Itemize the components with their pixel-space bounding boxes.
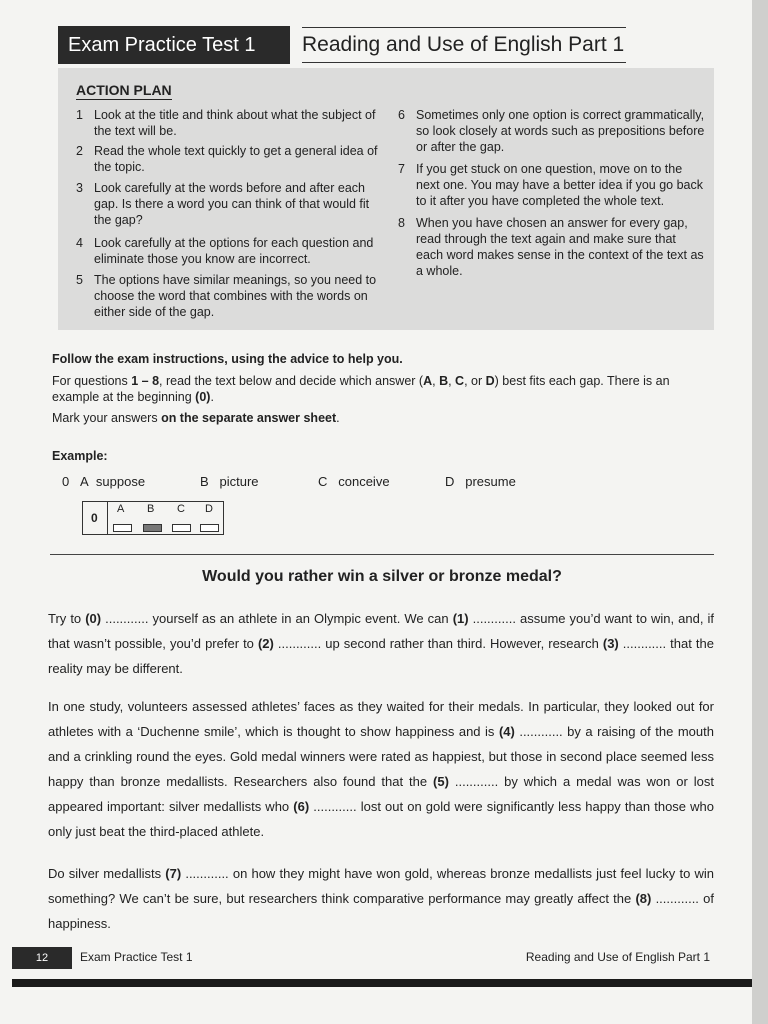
gap-number: (8)	[635, 891, 652, 906]
gap-number: (0)	[85, 611, 102, 626]
gap-dots: ............	[448, 774, 499, 789]
grid-letter: A	[117, 503, 125, 515]
example-label: Example:	[52, 449, 108, 463]
action-plan-text: Look carefully at the words before and after each gap. Is there a word you can think of that would fit the gap?	[94, 181, 370, 227]
answer-cell-b-selected	[143, 524, 162, 532]
grid-letter: C	[177, 503, 185, 515]
page-number: 12	[12, 947, 72, 969]
instr-text: ,	[432, 374, 440, 388]
footer-part-label: Reading and Use of English Part 1	[525, 950, 710, 964]
text: on how they might have won gold, whereas bronze medallists just feel lucky to win something? We can’t be sure, but researchers think comparative performance may greatly affect the	[48, 866, 714, 906]
instr-text: .	[210, 390, 214, 404]
action-plan-text: If you get stuck on one question, move on to the next one. You may have a better idea if you go back to it after you have completed the whole text.	[416, 162, 704, 208]
option-word: picture	[219, 474, 259, 489]
action-plan-item	[398, 107, 706, 155]
test-label-banner	[58, 26, 290, 64]
part-label: Reading and Use of English Part 1	[302, 33, 625, 56]
text: Do silver medallists	[48, 866, 166, 881]
gap-number: (7)	[165, 866, 182, 881]
option-letter: D	[445, 474, 455, 489]
instr-letter: C	[455, 374, 465, 388]
section-divider	[50, 554, 714, 555]
action-plan-num: 1	[76, 108, 83, 122]
test-label: Exam Practice Test 1	[68, 34, 256, 56]
gap-dots: ............	[514, 724, 563, 739]
instr-text: , read the text below and decide which answer (	[159, 374, 424, 388]
example-answer-grid	[82, 501, 224, 535]
answer-cell-c	[172, 524, 191, 532]
instr-letter: A	[423, 374, 433, 388]
action-plan-num: 8	[398, 216, 405, 230]
instr-text: For questions	[52, 374, 132, 388]
gap-number: (3)	[602, 636, 619, 651]
gap-number: (6)	[293, 799, 310, 814]
action-plan-text: Read the whole text quickly to get a general idea of the topic.	[94, 144, 378, 174]
grid-letter: D	[205, 503, 213, 515]
text: up second rather than third. However, research	[321, 636, 603, 651]
option-word: conceive	[338, 474, 390, 489]
action-plan-item	[398, 161, 706, 209]
gap-dots: ............	[309, 799, 357, 814]
action-plan-num: 3	[76, 181, 83, 195]
gap-dots: ............	[101, 611, 149, 626]
question-instruction	[52, 373, 720, 405]
action-plan-item	[76, 107, 384, 139]
follow-instruction: Follow the exam instructions, using the advice to help you.	[52, 352, 403, 366]
option-word: suppose	[95, 474, 146, 489]
action-plan-item	[76, 180, 384, 228]
action-plan-num: 2	[76, 144, 83, 158]
article-title: Would you rather win a silver or bronze medal?	[202, 568, 562, 585]
gap-number: (4)	[498, 724, 515, 739]
text: by a raising of the mouth and a crinkling round the eyes. Gold medal winners were rated as happiest, but those in second place seemed less happy than bronze medallists. Researchers also found that the	[48, 724, 714, 789]
footer-bar	[12, 979, 752, 987]
action-plan-item	[76, 272, 384, 320]
gap-number: (1)	[452, 611, 469, 626]
option-letter: C	[318, 474, 328, 489]
text: that the reality may be different.	[48, 636, 714, 676]
example-number: 0	[62, 474, 70, 489]
grid-number: 0	[91, 511, 98, 525]
instr-emph: on the separate answer sheet	[161, 411, 337, 425]
example-option	[445, 474, 516, 489]
text: of happiness.	[48, 891, 714, 931]
action-plan-text: Sometimes only one option is correct grammatically, so look closely at words such as prepositions before or after the gap.	[416, 108, 705, 154]
action-plan-text: Look at the title and think about what the subject of the text will be.	[94, 108, 376, 138]
instr-text: Mark your answers	[52, 411, 162, 425]
option-letter: A	[80, 474, 89, 489]
action-plan-num: 6	[398, 108, 405, 122]
action-plan-text: When you have chosen an answer for every gap, read through the text again and make sure that each word makes sense in the context of the text as a whole.	[416, 216, 704, 278]
option-letter: B	[200, 474, 209, 489]
text: yourself as an athlete in an Olympic event. We can	[148, 611, 453, 626]
instr-example: (0)	[195, 390, 211, 404]
text: lost out on gold were significantly less happy than those who only just beat the third-placed athlete.	[48, 799, 714, 839]
action-plan-num: 5	[76, 273, 83, 287]
instr-range: 1 – 8	[131, 374, 160, 388]
example-option	[200, 474, 259, 489]
instr-text: ,	[448, 374, 456, 388]
mark-instruction	[52, 410, 340, 426]
grid-letter: B	[147, 503, 155, 515]
instr-letter: B	[439, 374, 449, 388]
answer-cell-a	[113, 524, 132, 532]
action-plan-title: ACTION PLAN	[76, 82, 172, 98]
gap-dots: ............	[468, 611, 516, 626]
grid-divider	[107, 502, 108, 534]
option-word: presume	[465, 474, 516, 489]
gap-number: (2)	[257, 636, 274, 651]
example-option	[318, 474, 390, 489]
text: Try to	[48, 611, 86, 626]
gap-dots: ............	[618, 636, 667, 651]
article-paragraph-2	[48, 694, 714, 844]
action-plan-num: 4	[76, 236, 83, 250]
gap-dots: ............	[181, 866, 229, 881]
gap-number: (5)	[433, 774, 449, 789]
action-plan-item	[76, 143, 384, 175]
footer-test-label: Exam Practice Test 1	[80, 950, 193, 964]
gap-dots: ............	[651, 891, 699, 906]
instr-text: , or	[464, 374, 486, 388]
action-plan-item	[76, 235, 384, 267]
instr-letter: D	[485, 374, 495, 388]
text: In one study, volunteers assessed athletes’ faces as they waited for their medals. In particular, they looked out for athletes with a ‘Duchenne smile’, which is thought to show happiness and is	[48, 699, 714, 739]
example-option	[80, 474, 145, 489]
action-plan-item	[398, 215, 706, 279]
instr-text: ) best fits each gap. There is an example at the beginning	[52, 374, 670, 404]
instr-text: .	[336, 411, 340, 425]
action-plan-text: The options have similar meanings, so you need to choose the word that combines with the words on either side of the gap.	[94, 273, 377, 319]
header-rule	[302, 62, 626, 63]
article-paragraph-3	[48, 861, 714, 936]
gap-dots: ............	[273, 636, 322, 651]
action-plan-num: 7	[398, 162, 405, 176]
text: by which a medal was won or lost appeared important: silver medallists who	[48, 774, 714, 814]
answer-cell-d	[200, 524, 219, 532]
text: assume you’d want to win, and, if that wasn’t possible, you’d prefer to	[48, 611, 714, 651]
action-plan-text: Look carefully at the options for each question and eliminate those you know are incorrect.	[94, 236, 374, 266]
page-edge	[752, 0, 768, 1024]
article-paragraph-1	[48, 606, 714, 681]
